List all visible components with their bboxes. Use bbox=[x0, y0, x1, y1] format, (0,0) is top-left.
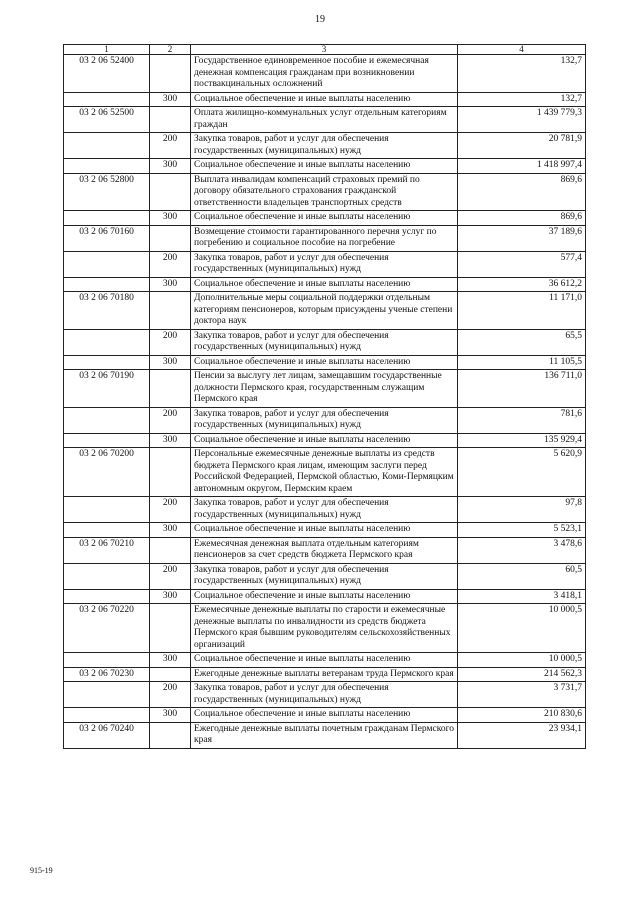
table-row bbox=[64, 225, 586, 251]
table-row bbox=[64, 433, 586, 448]
target-code-cell: 03 2 06 52800 bbox=[64, 173, 150, 211]
target-code-cell bbox=[64, 329, 150, 355]
target-code-cell bbox=[64, 708, 150, 723]
item-name-cell: Социальное обеспечение и иные выплаты населению bbox=[191, 523, 458, 538]
column-header-3: 3 bbox=[191, 45, 458, 55]
target-code-cell: 03 2 06 70180 bbox=[64, 292, 150, 330]
amount-cell: 65,5 bbox=[458, 329, 586, 355]
target-code-cell bbox=[64, 407, 150, 433]
amount-cell: 3 418,1 bbox=[458, 589, 586, 604]
target-code-cell bbox=[64, 497, 150, 523]
expense-type-cell bbox=[150, 55, 191, 93]
amount-cell: 869,6 bbox=[458, 173, 586, 211]
column-header-4: 4 bbox=[458, 45, 586, 55]
expense-type-cell: 300 bbox=[150, 355, 191, 370]
expense-type-cell: 300 bbox=[150, 277, 191, 292]
expense-type-cell bbox=[150, 107, 191, 133]
target-code-cell: 03 2 06 70210 bbox=[64, 537, 150, 563]
table-row bbox=[64, 407, 586, 433]
amount-cell: 5 523,1 bbox=[458, 523, 586, 538]
expense-type-cell: 200 bbox=[150, 682, 191, 708]
target-code-cell bbox=[64, 277, 150, 292]
amount-cell: 5 620,9 bbox=[458, 448, 586, 497]
item-name-cell: Ежемесячная денежная выплата отдельным категориям пенсионеров за счет средств бюджета Пермского края bbox=[191, 537, 458, 563]
target-code-cell bbox=[64, 653, 150, 668]
amount-cell: 210 830,6 bbox=[458, 708, 586, 723]
item-name-cell: Государственное единовременное пособие и ежемесячная денежная компенсация гражданам при возникновении поствакцинальных осложнений bbox=[191, 55, 458, 93]
target-code-cell bbox=[64, 92, 150, 107]
item-name-cell: Возмещение стоимости гарантированного перечня услуг по погребению и социальное пособие на погребение bbox=[191, 225, 458, 251]
table-row bbox=[64, 722, 586, 748]
target-code-cell bbox=[64, 433, 150, 448]
column-header-2: 2 bbox=[150, 45, 191, 55]
table-row bbox=[64, 133, 586, 159]
target-code-cell: 03 2 06 52400 bbox=[64, 55, 150, 93]
item-name-cell: Ежемесячные денежные выплаты по старости и ежемесячные денежные выплаты по инвалидности из средств бюджета Пермского края бывшим руководителям сельскохозяйственных организаций bbox=[191, 604, 458, 653]
amount-cell: 10 000,5 bbox=[458, 604, 586, 653]
expense-type-cell bbox=[150, 173, 191, 211]
item-name-cell: Социальное обеспечение и иные выплаты населению bbox=[191, 211, 458, 226]
expense-type-cell: 300 bbox=[150, 523, 191, 538]
target-code-cell bbox=[64, 523, 150, 538]
item-name-cell: Персональные ежемесячные денежные выплаты из средств бюджета Пермского края лицам, имеющим заслуги перед Российской Федерацией, Пермской областью, Коми-Пермяцким автономным округом, Пермским краем bbox=[191, 448, 458, 497]
table-row bbox=[64, 211, 586, 226]
table-row bbox=[64, 251, 586, 277]
expense-type-cell bbox=[150, 292, 191, 330]
expense-type-cell bbox=[150, 370, 191, 408]
item-name-cell: Пенсии за выслугу лет лицам, замещавшим государственные должности Пермского края, государственным служащим Пермского края bbox=[191, 370, 458, 408]
expense-type-cell: 200 bbox=[150, 251, 191, 277]
target-code-cell bbox=[64, 211, 150, 226]
target-code-cell: 03 2 06 70160 bbox=[64, 225, 150, 251]
page-number: 19 bbox=[315, 14, 325, 25]
item-name-cell: Закупка товаров, работ и услуг для обеспечения государственных (муниципальных) нужд bbox=[191, 329, 458, 355]
footer-code: 915-19 bbox=[30, 866, 53, 875]
table-row bbox=[64, 292, 586, 330]
amount-cell: 577,4 bbox=[458, 251, 586, 277]
target-code-cell bbox=[64, 159, 150, 174]
item-name-cell: Социальное обеспечение и иные выплаты населению bbox=[191, 159, 458, 174]
amount-cell: 135 929,4 bbox=[458, 433, 586, 448]
table-row bbox=[64, 563, 586, 589]
target-code-cell: 03 2 06 70220 bbox=[64, 604, 150, 653]
table-row bbox=[64, 355, 586, 370]
item-name-cell: Закупка товаров, работ и услуг для обеспечения государственных (муниципальных) нужд bbox=[191, 563, 458, 589]
table-row bbox=[64, 370, 586, 408]
amount-cell: 3 478,6 bbox=[458, 537, 586, 563]
target-code-cell bbox=[64, 563, 150, 589]
table-row bbox=[64, 92, 586, 107]
table-row bbox=[64, 277, 586, 292]
item-name-cell: Социальное обеспечение и иные выплаты населению bbox=[191, 277, 458, 292]
amount-cell: 23 934,1 bbox=[458, 722, 586, 748]
item-name-cell: Социальное обеспечение и иные выплаты населению bbox=[191, 433, 458, 448]
column-header-1: 1 bbox=[64, 45, 150, 55]
target-code-cell bbox=[64, 355, 150, 370]
expense-type-cell bbox=[150, 604, 191, 653]
amount-cell: 36 612,2 bbox=[458, 277, 586, 292]
table-row bbox=[64, 682, 586, 708]
expense-type-cell: 200 bbox=[150, 407, 191, 433]
item-name-cell: Дополнительные меры социальной поддержки отдельным категориям пенсионеров, которым присуждены ученые степени доктора наук bbox=[191, 292, 458, 330]
table-row bbox=[64, 497, 586, 523]
amount-cell: 11 105,5 bbox=[458, 355, 586, 370]
expense-type-cell: 300 bbox=[150, 211, 191, 226]
target-code-cell bbox=[64, 589, 150, 604]
column-number-row bbox=[64, 45, 586, 55]
table-row bbox=[64, 55, 586, 93]
table-row bbox=[64, 589, 586, 604]
expense-type-cell bbox=[150, 722, 191, 748]
item-name-cell: Закупка товаров, работ и услуг для обеспечения государственных (муниципальных) нужд bbox=[191, 407, 458, 433]
expense-type-cell: 300 bbox=[150, 433, 191, 448]
expense-type-cell: 300 bbox=[150, 708, 191, 723]
target-code-cell bbox=[64, 682, 150, 708]
expense-type-cell: 300 bbox=[150, 589, 191, 604]
amount-cell: 214 562,3 bbox=[458, 667, 586, 682]
target-code-cell: 03 2 06 52500 bbox=[64, 107, 150, 133]
amount-cell: 11 171,0 bbox=[458, 292, 586, 330]
table-row bbox=[64, 653, 586, 668]
item-name-cell: Социальное обеспечение и иные выплаты населению bbox=[191, 355, 458, 370]
item-name-cell: Социальное обеспечение и иные выплаты населению bbox=[191, 92, 458, 107]
amount-cell: 10 000,5 bbox=[458, 653, 586, 668]
amount-cell: 97,8 bbox=[458, 497, 586, 523]
table-row bbox=[64, 173, 586, 211]
item-name-cell: Выплата инвалидам компенсаций страховых премий по договору обязательного страхования гражданской ответственности владельцев транспортных средств bbox=[191, 173, 458, 211]
item-name-cell: Социальное обеспечение и иные выплаты населению bbox=[191, 589, 458, 604]
table-row bbox=[64, 708, 586, 723]
item-name-cell: Оплата жилищно-коммунальных услуг отдельным категориям граждан bbox=[191, 107, 458, 133]
target-code-cell: 03 2 06 70230 bbox=[64, 667, 150, 682]
expense-type-cell: 200 bbox=[150, 563, 191, 589]
amount-cell: 132,7 bbox=[458, 92, 586, 107]
item-name-cell: Социальное обеспечение и иные выплаты населению bbox=[191, 708, 458, 723]
table-row bbox=[64, 107, 586, 133]
target-code-cell: 03 2 06 70200 bbox=[64, 448, 150, 497]
table-row bbox=[64, 448, 586, 497]
expense-type-cell bbox=[150, 667, 191, 682]
amount-cell: 132,7 bbox=[458, 55, 586, 93]
target-code-cell: 03 2 06 70240 bbox=[64, 722, 150, 748]
amount-cell: 1 439 779,3 bbox=[458, 107, 586, 133]
budget-table bbox=[63, 44, 586, 749]
item-name-cell: Закупка товаров, работ и услуг для обеспечения государственных (муниципальных) нужд bbox=[191, 133, 458, 159]
table-row bbox=[64, 537, 586, 563]
amount-cell: 136 711,0 bbox=[458, 370, 586, 408]
table-row bbox=[64, 523, 586, 538]
expense-type-cell: 300 bbox=[150, 653, 191, 668]
expense-type-cell: 300 bbox=[150, 159, 191, 174]
target-code-cell: 03 2 06 70190 bbox=[64, 370, 150, 408]
table-row bbox=[64, 329, 586, 355]
expense-type-cell bbox=[150, 537, 191, 563]
item-name-cell: Социальное обеспечение и иные выплаты населению bbox=[191, 653, 458, 668]
expense-type-cell: 200 bbox=[150, 329, 191, 355]
table-row bbox=[64, 604, 586, 653]
amount-cell: 60,5 bbox=[458, 563, 586, 589]
table-body bbox=[64, 55, 586, 749]
table-row bbox=[64, 667, 586, 682]
expense-type-cell bbox=[150, 225, 191, 251]
amount-cell: 781,6 bbox=[458, 407, 586, 433]
expense-type-cell: 300 bbox=[150, 92, 191, 107]
target-code-cell bbox=[64, 133, 150, 159]
expense-type-cell: 200 bbox=[150, 497, 191, 523]
amount-cell: 3 731,7 bbox=[458, 682, 586, 708]
expense-type-cell bbox=[150, 448, 191, 497]
amount-cell: 869,6 bbox=[458, 211, 586, 226]
item-name-cell: Ежегодные денежные выплаты почетным гражданам Пермского края bbox=[191, 722, 458, 748]
item-name-cell: Ежегодные денежные выплаты ветеранам труда Пермского края bbox=[191, 667, 458, 682]
amount-cell: 20 781,9 bbox=[458, 133, 586, 159]
expense-type-cell: 200 bbox=[150, 133, 191, 159]
item-name-cell: Закупка товаров, работ и услуг для обеспечения государственных (муниципальных) нужд bbox=[191, 251, 458, 277]
item-name-cell: Закупка товаров, работ и услуг для обеспечения государственных (муниципальных) нужд bbox=[191, 497, 458, 523]
table-row bbox=[64, 159, 586, 174]
target-code-cell bbox=[64, 251, 150, 277]
item-name-cell: Закупка товаров, работ и услуг для обеспечения государственных (муниципальных) нужд bbox=[191, 682, 458, 708]
amount-cell: 37 189,6 bbox=[458, 225, 586, 251]
amount-cell: 1 418 997,4 bbox=[458, 159, 586, 174]
